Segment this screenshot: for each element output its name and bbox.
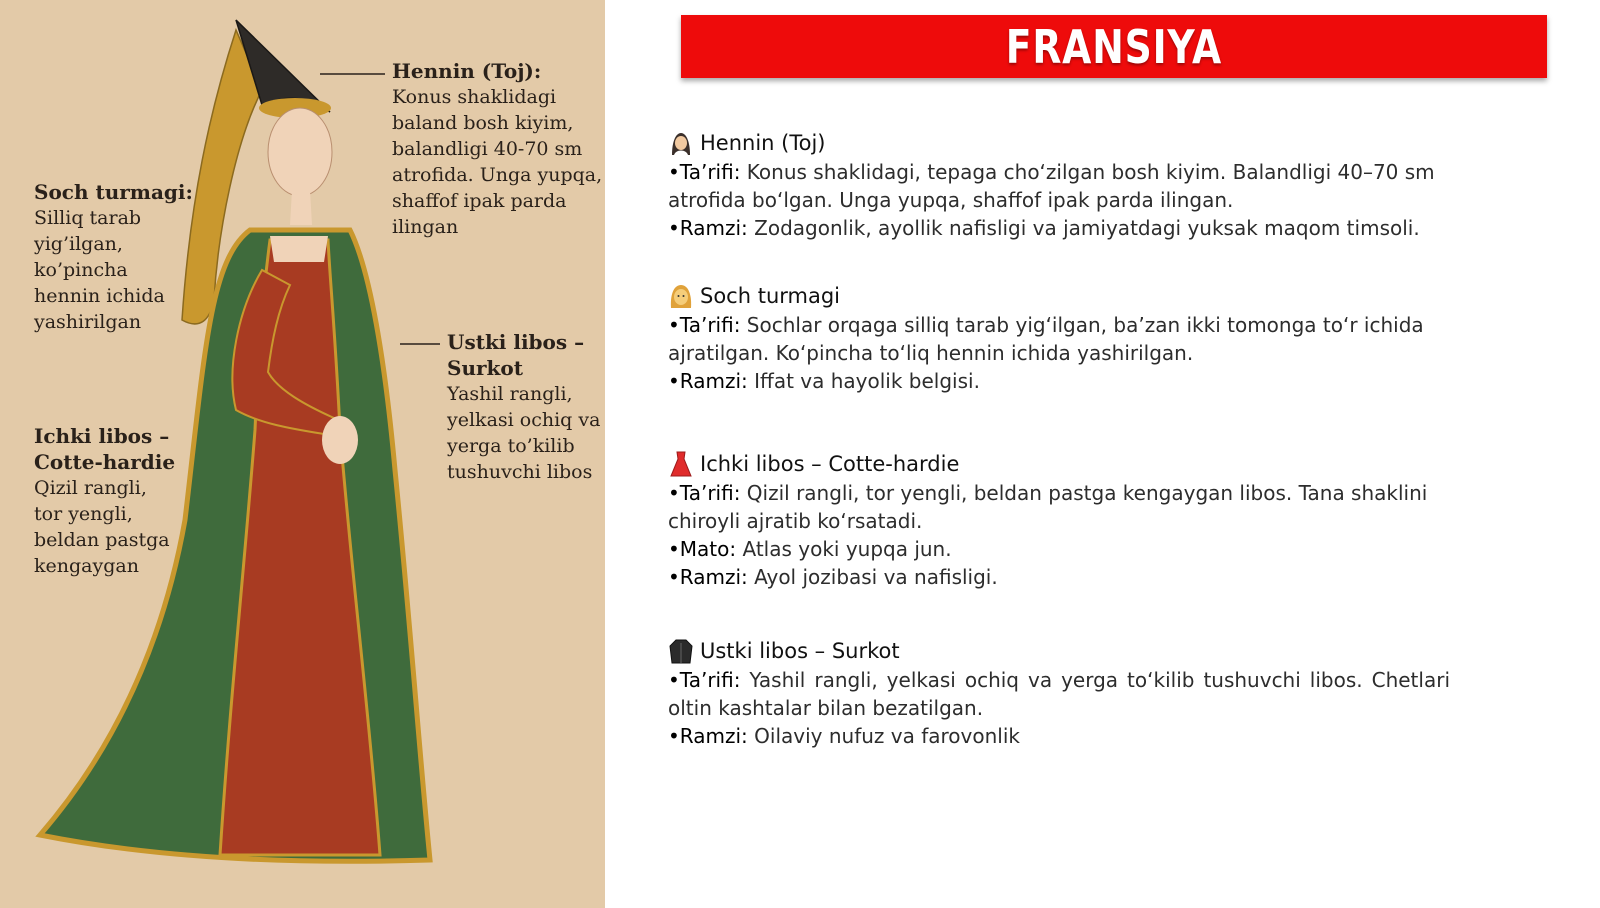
section-heading: Hennin (Toj) — [668, 128, 1450, 158]
hands-shape — [322, 416, 358, 464]
red-dress-icon — [668, 450, 694, 478]
label-surkot-title: Ustki libos – Surkot — [447, 330, 585, 380]
costume-illustration — [0, 0, 605, 908]
coat-icon — [668, 637, 694, 665]
section-cotte — [668, 449, 1450, 591]
section-line: •Ta’rifi: Yashil rangli, yelkasi ochiq va yerga to‘kilib tushuvchi libos. Chetlari oltin kashtalar bilan bezatilgan. — [668, 668, 1450, 720]
section-line: •Ramzi: Ayol jozibasi va nafisligi. — [668, 565, 998, 589]
label-soch-text: Silliq tarab yig’ilgan, ko’pincha hennin ichida yashirilgan — [34, 207, 165, 333]
label-hennin — [392, 58, 602, 240]
label-hennin-title: Hennin (Toj): — [392, 59, 542, 83]
label-surkot — [447, 329, 600, 485]
section-soch — [668, 281, 1450, 395]
section-line: •Ta’rifi: Qizil rangli, tor yengli, beldan pastga kengaygan libos. Tana shaklini chiroyli ajratib ko‘rsatadi. — [668, 481, 1428, 533]
label-soch — [34, 179, 193, 335]
label-cotte-text: Qizil rangli, tor yengli, beldan pastga kengaygan — [34, 477, 170, 577]
section-line: •Ramzi: Zodagonlik, ayollik nafisligi va jamiyatdagi yuksak maqom timsoli. — [668, 216, 1420, 240]
section-hennin — [668, 128, 1450, 242]
neckline-shape — [270, 236, 328, 262]
section-line: •Ta’rifi: Konus shaklidagi, tepaga cho‘zilgan bosh kiyim. Balandligi 40–70 sm atrofida bo‘lgan. Unga yupqa, shaffof ipak parda ilingan. — [668, 160, 1435, 212]
label-cotte-title: Ichki libos – Cotte-hardie — [34, 424, 176, 474]
label-cotte — [34, 423, 175, 579]
hennin-icon — [668, 129, 694, 157]
neck-shape — [290, 190, 312, 225]
label-surkot-text: Yashil rangli, yelkasi ochiq va yerga to’kilib tushuvchi libos — [447, 383, 601, 483]
label-soch-title: Soch turmagi: — [34, 180, 193, 204]
title-banner — [681, 15, 1547, 78]
section-heading: Ustki libos – Surkot — [668, 636, 1450, 666]
section-heading: Ichki libos – Cotte-hardie — [668, 449, 1450, 479]
section-line: •Ramzi: Iffat va hayolik belgisi. — [668, 369, 980, 393]
section-line: •Ta’rifi: Sochlar orqaga silliq tarab yig‘ilgan, ba’zan ikki tomonga to‘r ichida ajratilgan. Ko‘pincha to‘liq hennin ichida yashirilgan. — [668, 313, 1424, 365]
section-line: •Ramzi: Oilaviy nufuz va farovonlik — [668, 724, 1020, 748]
woman-face-icon — [668, 282, 694, 310]
face-shape — [268, 108, 332, 196]
page-title: FRANSIYA — [1005, 19, 1223, 74]
label-hennin-text: Konus shaklidagi baland bosh kiyim, balandligi 40-70 sm atrofida. Unga yupqa, shaffof ipak parda ilingan — [392, 86, 603, 238]
section-heading: Soch turmagi — [668, 281, 1450, 311]
section-line: •Mato: Atlas yoki yupqa jun. — [668, 537, 952, 561]
section-surkot — [668, 636, 1450, 750]
